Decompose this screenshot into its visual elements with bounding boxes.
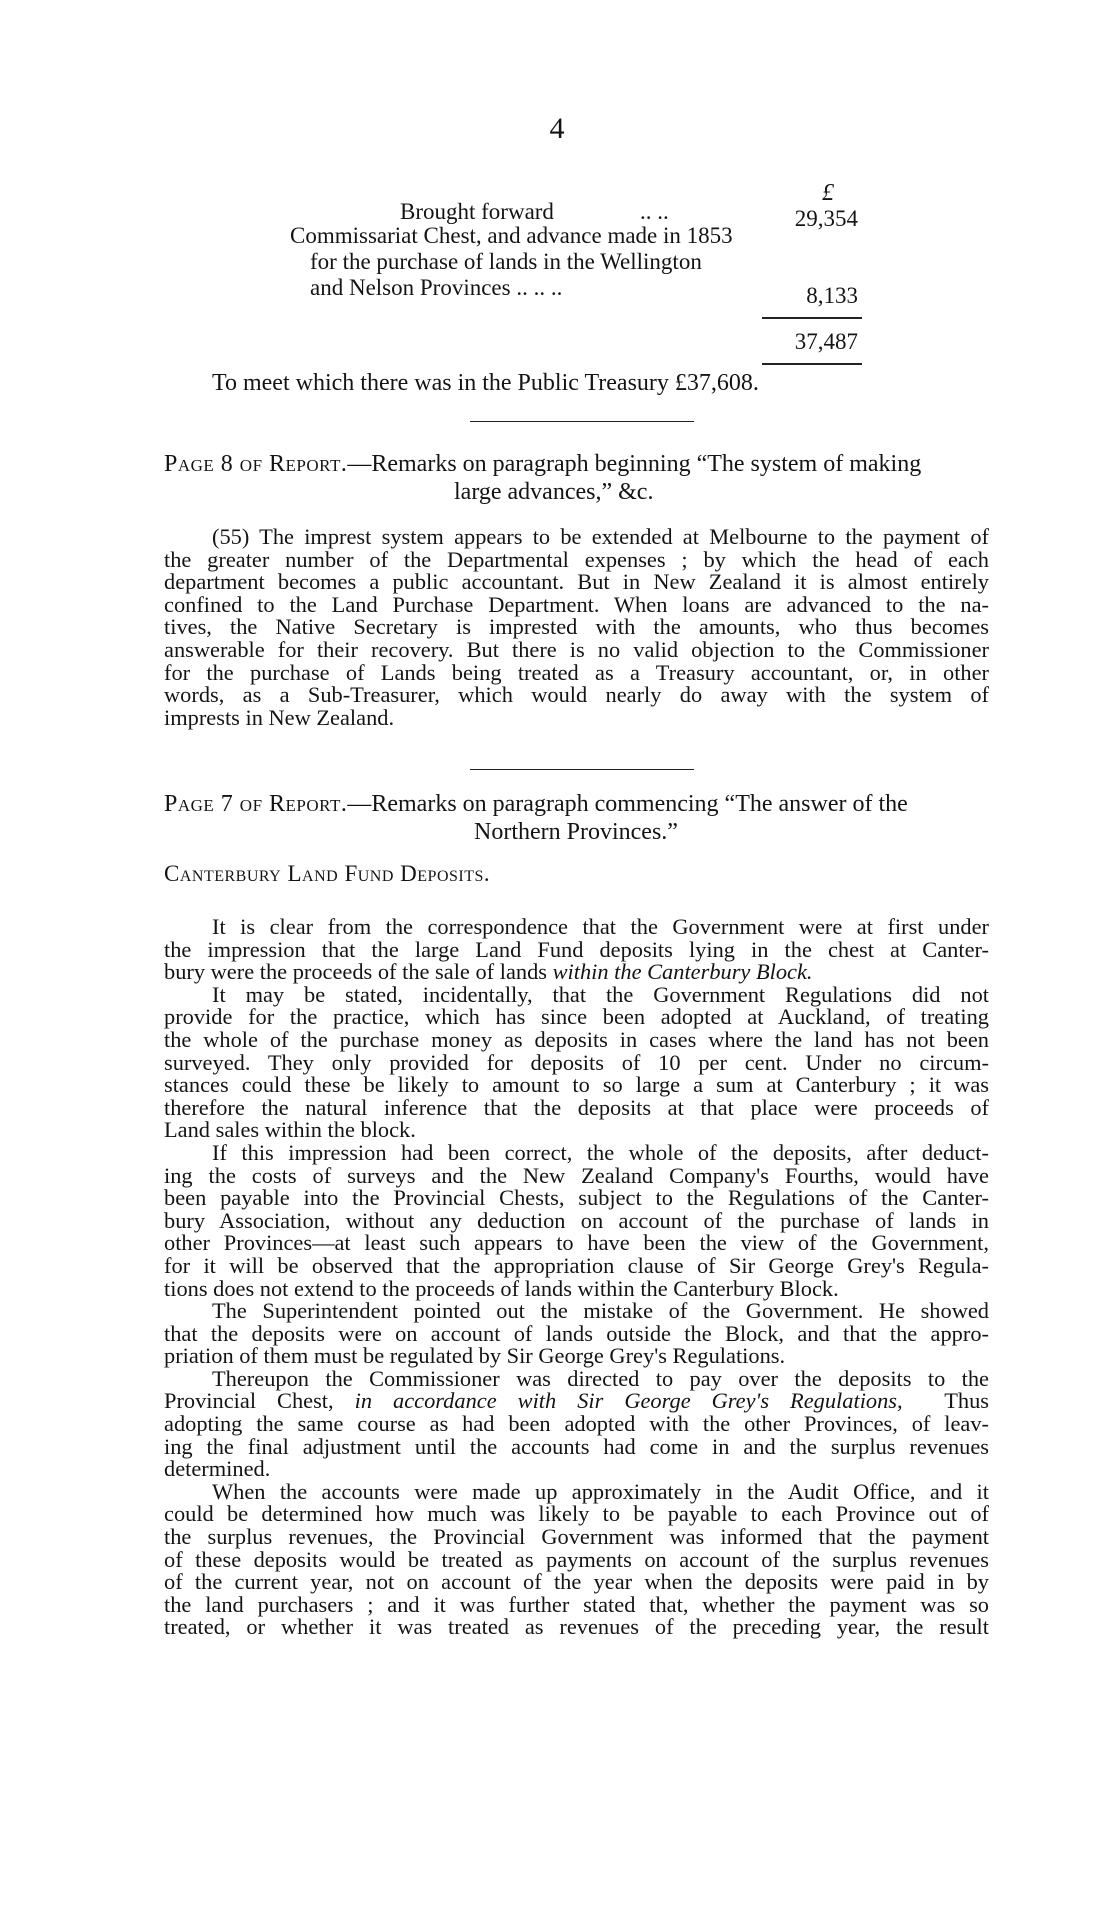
section2-heading-line2: Northern Provinces.” [474, 819, 678, 845]
text-line: determined. [164, 1456, 271, 1482]
text-line: of the current year, not on account of the year when the deposits were paid in by [164, 1569, 989, 1595]
text-line: the surplus revenues, the Provincial Government was informed that the payment [164, 1524, 989, 1550]
text-line: (55) The imprest system appears to be extended at Melbourne to the payment of [212, 524, 989, 549]
section1-heading [164, 450, 994, 506]
section-divider [470, 769, 694, 770]
text-line: for it will be observed that the appropriation clause of Sir George Grey's Regula- [164, 1252, 989, 1278]
text-line: of these deposits would be treated as payments on account of the surplus revenues [164, 1546, 989, 1572]
italic-fragment: in accordance with Sir George Grey's Regulations, [354, 1388, 903, 1414]
section2-heading-text: —Remarks on paragraph commencing “The answer of the [347, 791, 908, 817]
text-line: department becomes a public accountant. But in New Zealand it is almost entirely [164, 569, 989, 595]
text-line: the land purchasers ; and it was further stated that, whether the payment was so [164, 1591, 989, 1617]
text-line: If this impression had been correct, the whole of the deposits, after deduct- [212, 1139, 989, 1165]
text-line [164, 1390, 989, 1413]
commissariat-amount: 8,133 [806, 283, 858, 308]
text-line: words, as a Sub-Treasurer, which would nearly do away with the system of [164, 682, 989, 708]
text-fragment: Provincial Chest, [164, 1388, 355, 1414]
text-line: stances could these be likely to amount to so large a sum at Canterbury ; it was [164, 1072, 989, 1098]
section1-heading-line2: large advances,” &c. [454, 479, 654, 505]
section1-paragraph [164, 526, 989, 729]
text-line: imprests in New Zealand. [164, 704, 395, 730]
text-line: for the purchase of Lands being treated as a Treasury accountant, or, in other [164, 659, 989, 685]
italic-fragment: within the Canterbury Block. [552, 959, 813, 985]
text-line: Land sales within the block. [164, 1117, 416, 1143]
brought-forward-dots: .. .. [640, 199, 669, 224]
text-line: When the accounts were made up approximately in the Audit Office, and it [212, 1478, 989, 1504]
text-line: ing the final adjustment until the accounts had come in and the surplus revenues [164, 1433, 989, 1459]
text-line: answerable for their recovery. But there is no valid objection to the Commissioner [164, 636, 989, 662]
sum-rule [762, 317, 862, 319]
text-line: ing the costs of surveys and the New Zealand Company's Fourths, would have [164, 1162, 989, 1188]
section-divider [470, 421, 694, 422]
text-fragment: bury were the proceeds of the sale of lands [164, 959, 553, 985]
section1-heading-text: —Remarks on paragraph beginning “The system of making [347, 451, 922, 477]
text-line: priation of them must be regulated by Sir George Grey's Regulations. [164, 1343, 786, 1369]
text-line: that the deposits were on account of lands outside the Block, and that the appro- [164, 1320, 989, 1346]
text-line: It may be stated, incidentally, that the Government Regulations did not [212, 981, 989, 1007]
text-line: could be determined how much was likely to be payable to each Province out of [164, 1501, 989, 1527]
text-line: The Superintendent pointed out the mistake of the Government. He showed [212, 1298, 989, 1324]
text-line: Thereupon the Commissioner was directed to pay over the deposits to the [212, 1365, 989, 1391]
text-line: other Provinces—at least such appears to have been the view of the Government, [164, 1230, 989, 1256]
commissariat-line: Commissariat Chest, and advance made in 1853 [290, 223, 733, 248]
treasury-line: To meet which there was in the Public Treasury £37,608. [212, 370, 759, 396]
section1-heading-ref: Page 8 of Report. [164, 451, 348, 477]
page-number: 4 [549, 112, 565, 145]
text-line: the impression that the large Land Fund deposits lying in the chest at Canter- [164, 936, 989, 962]
text-line: the greater number of the Departmental expenses ; by which the head of each [164, 546, 989, 572]
text-line [164, 961, 989, 984]
brought-forward-amount: 29,354 [794, 206, 858, 231]
text-line: confined to the Land Purchase Department. When loans are advanced to the na- [164, 591, 989, 617]
text-line: the whole of the purchase money as deposits in cases where the land has not been [164, 1026, 989, 1052]
commissariat-line: and Nelson Provinces .. .. .. [310, 275, 563, 300]
text-line: tions does not extend to the proceeds of lands within the Canterbury Block. [164, 1275, 839, 1301]
section2-body [164, 916, 989, 1639]
total-rule [762, 363, 862, 365]
commissariat-line: for the purchase of lands in the Wellington [310, 249, 702, 274]
section2-subheading: Canterbury Land Fund Deposits. [164, 861, 491, 886]
text-line: tives, the Native Secretary is imprested with the amounts, who thus becomes [164, 614, 989, 640]
text-line: surveyed. They only provided for deposits of 10 per cent. Under no circum- [164, 1049, 989, 1075]
text-line: provide for the practice, which has since been adopted at Auckland, of treating [164, 1004, 989, 1030]
text-line: It is clear from the correspondence that the Government were at first under [212, 914, 989, 939]
text-line: treated, or whether it was treated as revenues of the preceding year, the result [164, 1614, 989, 1640]
section2-heading-ref: Page 7 of Report. [164, 791, 348, 817]
section2-heading [164, 790, 994, 846]
text-line: bury Association, without any deduction on account of the purchase of lands in [164, 1207, 989, 1233]
text-line: therefore the natural inference that the deposits at that place were proceeds of [164, 1094, 989, 1120]
brought-forward-label: Brought forward [400, 199, 554, 224]
accounts-total: 37,487 [794, 329, 858, 354]
text-fragment: Thus [902, 1388, 989, 1414]
text-line: adopting the same course as had been adopted with the other Provinces, of leav- [164, 1411, 989, 1437]
currency-symbol: £ [822, 180, 834, 206]
text-line: been payable into the Provincial Chests, subject to the Regulations of the Canter- [164, 1185, 989, 1211]
